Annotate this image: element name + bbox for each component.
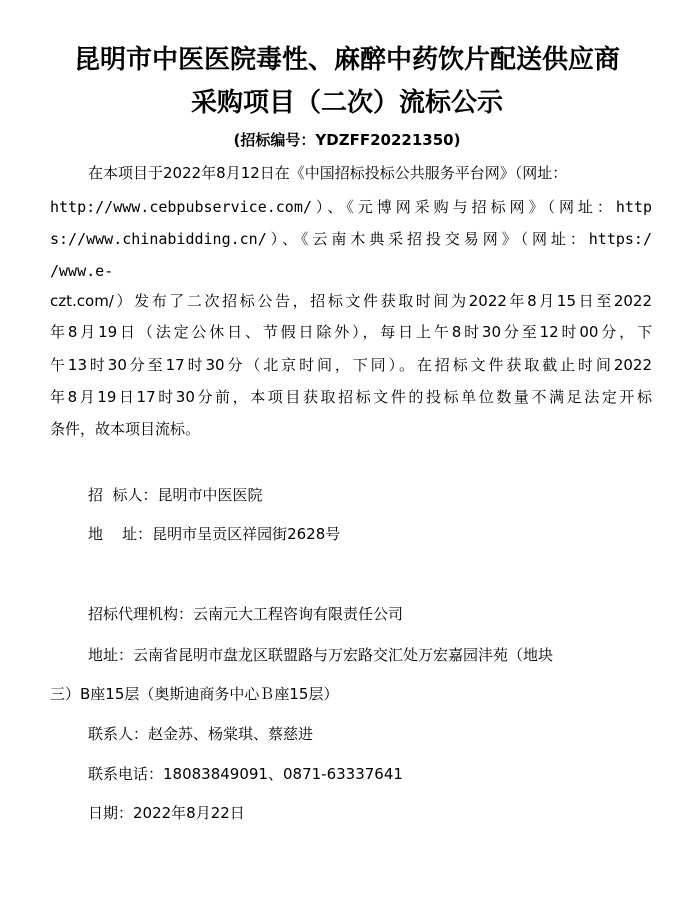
body-line: 年8月19日17时30分前，本项目获取招标文件的投标单位数量不满足法定开标 (50, 388, 652, 406)
contacts: 联系人：赵金苏、杨棠琪、蔡慈进 (88, 725, 314, 743)
body-line: /www.e- (50, 262, 114, 280)
tenderer: 招 标人：昆明市中医医院 (88, 486, 263, 504)
project-number: (招标编号：YDZFF20221350) (233, 131, 461, 149)
tenderer-address: 地 址：昆明市呈贡区祥园街2628号 (88, 525, 341, 543)
title-line-1: 昆明市中医医院毒性、麻醉中药饮片配送供应商 (73, 45, 620, 75)
body-line: 午13时30分至17时30分（北京时间，下同）。在招标文件获取截止时间2022 (50, 356, 652, 374)
body-line: 在本项目于2022年8月12日在《中国招标投标公共服务平台网》（网址： (88, 164, 568, 182)
agency: 招标代理机构：云南元大工程咨询有限责任公司 (88, 605, 404, 623)
body-line: 条件，故本项目流标。 (50, 420, 201, 438)
body-line: http://www.cebpubservice.com/）、《元博网采购与招标网》（网址：http (50, 198, 652, 216)
body-line: 年8月19日（法定公休日、节假日除外），每日上午8时30分至12时00分，下 (50, 323, 653, 341)
body-line: s://www.chinabidding.cn/）、《云南木典采招投交易网》（网址：https:/ (50, 230, 652, 248)
phone: 联系电话：18083849091、0871-63337641 (88, 765, 403, 783)
agency-address-continued: 三）B座15层（奥斯迪商务中心Ｂ座15层） (50, 685, 339, 703)
date: 日期：2022年8月22日 (88, 804, 245, 822)
title-line-2: 采购项目（二次）流标公示 (190, 88, 503, 118)
body-line: czt.com/）发布了二次招标公告，招标文件获取时间为2022年8月15日至2022 (50, 292, 652, 310)
agency-address: 地址：云南省昆明市盘龙区联盟路与万宏路交汇处万宏嘉园沣苑（地块 (88, 646, 554, 664)
